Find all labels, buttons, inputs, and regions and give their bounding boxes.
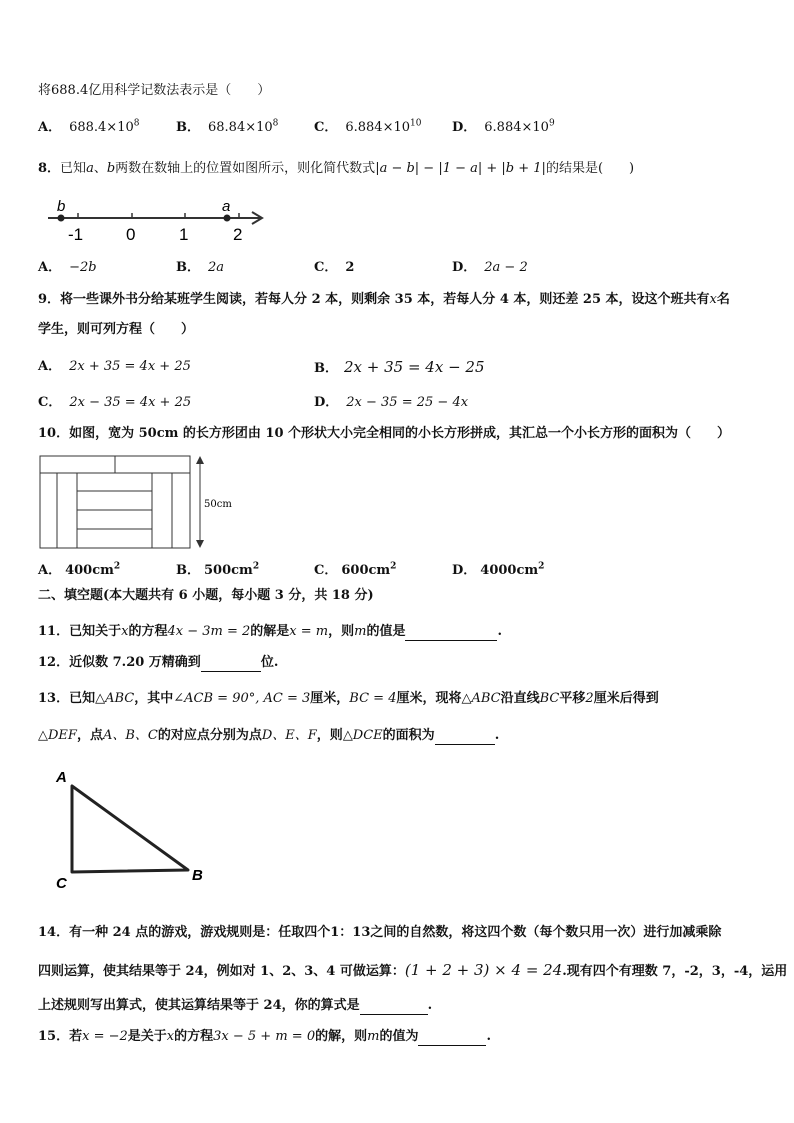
rectangle-tiling-figure	[38, 454, 238, 552]
point-a-label: a	[222, 198, 231, 215]
tick-label: -1	[68, 225, 84, 244]
q9-option-a: A． 2x + 35 = 4x + 25	[38, 359, 191, 374]
q10-option-d: D． $4000cm^2$	[452, 561, 545, 578]
q7-option-c: C． $6.884\times 10^{10}$	[314, 118, 422, 135]
number-line-figure	[40, 196, 270, 244]
q7-stem: 将688.4亿用科学记数法表示是（ ）	[38, 83, 271, 98]
tick-label: 0	[126, 225, 136, 244]
q14-stem-line1: 14．有一种 24 点的游戏，游戏规则是：任取四个1：13之间的自然数，将这四个数（每个数只用一次）进行加减乘除	[38, 925, 722, 940]
tick-label: 1	[179, 225, 189, 244]
q9-option-d: D． 2x − 35 = 25 − 4x	[314, 395, 469, 410]
q15-stem: 15．若x = −2是关于x的方程3x − 5 + m = 0的解，则m的值为 .	[38, 1029, 491, 1044]
answer-blank	[201, 671, 261, 672]
q10-stem: 10．如图，宽为 50cm 的长方形团由 10 个形状大小完全相同的小长方形拼成，其汇总一个小长方形的面积为（ ）	[38, 426, 731, 441]
q7-option-b: B． $68.84\times 10^8$	[176, 118, 279, 135]
triangle-figure	[52, 764, 212, 892]
q7-option-d: D． $6.884\times 10^9$	[452, 118, 555, 135]
answer-blank	[405, 640, 497, 641]
q14-stem-line3: 上述规则写出算式，使其运算结果等于 24，你的算式是 .	[38, 998, 433, 1013]
answer-blank	[435, 744, 495, 745]
q11-stem: 11．已知关于x的方程4x − 3m = 2的解是x = m，则m的值是 .	[38, 624, 502, 639]
q8-stem: 8．已知a、b两数在数轴上的位置如图所示，则化简代数式|a − b| − |1 − a| + |b + 1|的结果是( )	[38, 161, 635, 176]
width-label: 50cm	[204, 499, 232, 510]
vertex-c-label: C	[56, 875, 67, 892]
q9-option-c: C． 2x − 35 = 4x + 25	[38, 395, 192, 410]
answer-blank	[418, 1045, 486, 1046]
q13-stem-line2: △DEF，点A、B、C的对应点分别为点D、E、F，则△DCE的面积为 .	[38, 728, 500, 743]
q9-stem-line1: 9．将一些课外书分给某班学生阅读，若每人分 2 本，则剩余 35 本，若每人分 4 本，则还差 25 本，设这个班共有x名	[38, 292, 730, 307]
q8-option-d: D． 2a − 2	[452, 260, 528, 275]
vertex-b-label: B	[192, 867, 203, 884]
tick-label: 2	[233, 225, 243, 244]
q10-option-a: A． $400cm^2$	[38, 561, 121, 578]
q8-option-c: C． 2	[314, 260, 355, 275]
q9-option-b: B． 2x + 35 = 4x − 25	[314, 358, 485, 376]
q9-stem-line2: 学生，则可列方程（ ）	[38, 322, 195, 337]
section-heading: 二、填空题(本大题共有 6 小题，每小题 3 分，共 18 分)	[38, 588, 374, 603]
q8-option-a: A． −2b	[38, 260, 97, 275]
q7-option-a: A． $688.4\times 10^8$	[38, 118, 140, 135]
point-b-label: b	[57, 198, 66, 215]
q10-option-c: C． $600cm^2$	[314, 561, 397, 578]
q14-stem-line2: 四则运算，使其结果等于 24，例如对 1、2、3、4 可做运算：(1 + 2 + 3) × 4 = 24.现有四个有理数 7，-2，3，-4，运用	[38, 961, 788, 979]
q8-option-b: B． 2a	[176, 260, 225, 275]
vertex-a-label: A	[56, 769, 67, 786]
q10-option-b: B． $500cm^2$	[176, 561, 260, 578]
q12-stem: 12．近似数 7.20 万精确到 位.	[38, 655, 279, 670]
q13-stem-line1: 13．已知△ABC，其中∠ACB = 90°, AC = 3厘米，BC = 4厘米，现将△ABC沿直线BC平移2厘米后得到	[38, 691, 659, 706]
answer-blank	[360, 1014, 428, 1015]
